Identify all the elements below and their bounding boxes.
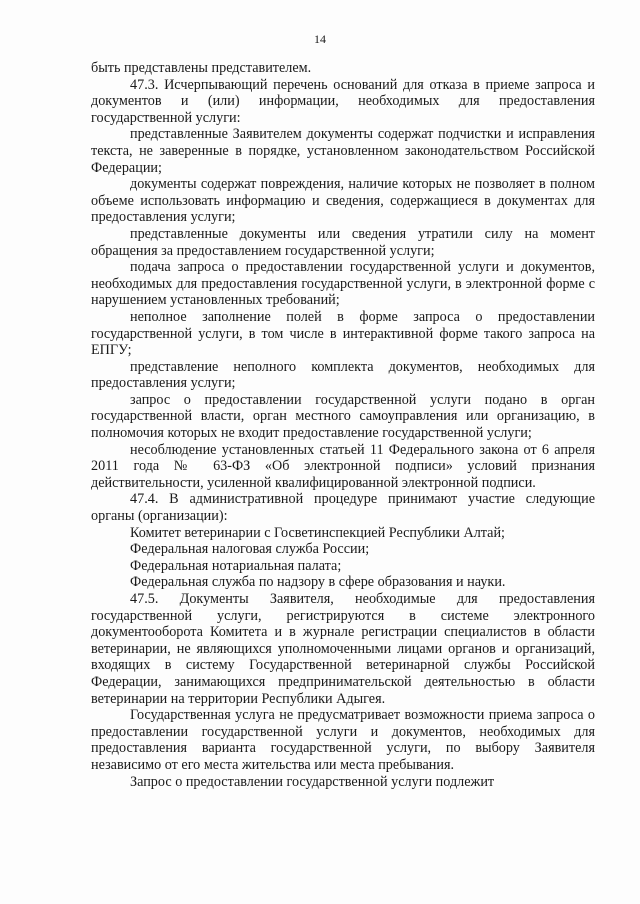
- paragraph: несоблюдение установленных статьей 11 Федерального закона от 6 апреля 2011 года № 63-ФЗ «Об электронной подписи» условий признания действительности, усиленной квалифицированной электронной подписи.: [91, 441, 595, 491]
- paragraph: представленные Заявителем документы содержат подчистки и исправления текста, не заверенные в порядке, установленном законодательством Российской Федерации;: [91, 126, 595, 176]
- page-number: 14: [314, 32, 326, 46]
- paragraph: неполное заполнение полей в форме запроса о предоставлении государственной услуги, в том числе в интерактивной форме такого запроса на ЕПГУ;: [91, 308, 595, 359]
- paragraph: Государственная услуга не предусматривает возможности приема запроса о предоставлении государственной услуги и документов, необходимых для предоставления варианта государственной услуги, по выбору Заявителя независимо от его места жительства или места пребывания.: [91, 707, 595, 773]
- paragraph: 47.4. В административной процедуре принимают участие следующие органы (организации):: [91, 491, 595, 525]
- list-item: Комитет ветеринарии с Госветинспекцией Республики Алтай;: [130, 524, 505, 541]
- document-body: [91, 60, 595, 790]
- list-item: Федеральная налоговая служба России;: [130, 541, 370, 558]
- paragraph: 47.3. Исчерпывающий перечень оснований для отказа в приеме запроса и документов и (или) информации, необходимых для предоставления государственной услуги:: [91, 76, 595, 126]
- list-item: Федеральная нотариальная палата;: [130, 557, 342, 574]
- paragraph: запрос о предоставлении государственной услуги подано в орган государственной власти, орган местного самоуправления или организацию, в полномочия которых не входит предоставление государственной услуги;: [91, 391, 595, 442]
- list-item: Федеральная служба по надзору в сфере образования и науки.: [130, 574, 506, 591]
- paragraph: документы содержат повреждения, наличие которых не позволяет в полном объеме использовать информацию и сведения, содержащиеся в документах для предоставления услуги;: [91, 176, 595, 226]
- paragraph: подача запроса о предоставлении государственной услуги и документов, необходимых для предоставления государственной услуги, в электронной форме с нарушением установленных требований;: [91, 259, 595, 309]
- paragraph: 47.5. Документы Заявителя, необходимые для предоставления государственной услуги, регистрируются в системе электронного документооборота Комитета и в журнале регистрации специалистов в области ветеринарии, не являющихся уполномоченными лицами органов и организаций, входящих в систему Государственной ветеринарной службы Российской Федерации, занимающихся предпринимательской деятельностью в области ветеринарии на территории Республики Адыгея.: [91, 591, 595, 707]
- paragraph: Запрос о предоставлении государственной услуги подлежит: [130, 773, 495, 790]
- paragraph: быть представлены представителем.: [91, 60, 312, 76]
- paragraph: представление неполного комплекта документов, необходимых для предоставления услуги;: [91, 358, 595, 392]
- paragraph: представленные документы или сведения утратили силу на момент обращения за предоставлением государственной услуги;: [91, 225, 595, 259]
